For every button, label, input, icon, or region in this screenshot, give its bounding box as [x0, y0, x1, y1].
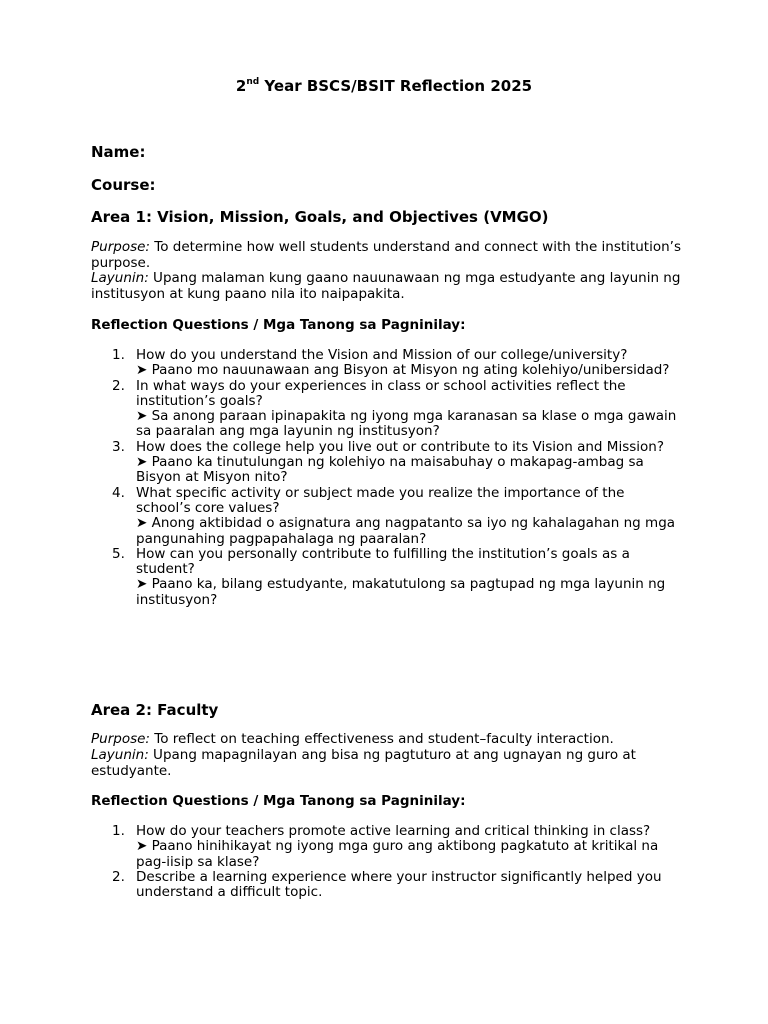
- question-english: Describe a learning experience where your instructor significantly helped you understand a difficult topic.: [136, 868, 662, 901]
- area-1-layunin: [91, 271, 691, 302]
- question-tagalog: ➤ Anong aktibidad o asignatura ang nagpatanto sa iyo ng kahalagahan ng mga pangunahing pagpapahalaga ng paaralan?: [136, 515, 676, 547]
- question-tagalog: ➤ Sa anong paraan ipinapakita ng iyong mga karanasan sa klase o mga gawain sa paaralan ang mga layunin ng institusyon?: [136, 408, 677, 440]
- question-tagalog: ➤ Paano ka tinutulungan ng kolehiyo na maisabuhay o makapag-ambag sa Bisyon at Misyon nito?: [136, 454, 644, 486]
- question-tagalog: ➤ Paano hinihikayat ng iyong mga guro ang aktibong pagkatuto at kritikal na pag-iisip sa klase?: [136, 838, 659, 870]
- question-number: 2.: [112, 377, 125, 394]
- area-1-questions-heading: Reflection Questions / Mga Tanong sa Pagninilay:: [91, 317, 466, 333]
- title-text: Year BSCS/BSIT Reflection 2025: [259, 77, 533, 95]
- document-title: [0, 77, 768, 95]
- purpose-label: Purpose:: [91, 239, 150, 255]
- layunin-label: Layunin:: [91, 747, 149, 763]
- question-english: How do your teachers promote active learning and critical thinking in class?: [136, 823, 651, 839]
- list-item: [91, 870, 691, 901]
- list-item: [91, 379, 691, 440]
- list-item: [91, 440, 691, 486]
- question-english: What specific activity or subject made you realize the importance of the school’s core values?: [136, 484, 625, 516]
- question-number: 1.: [112, 823, 125, 839]
- question-english: How can you personally contribute to fulfilling the institution’s goals as a student?: [136, 545, 630, 578]
- list-item: [91, 348, 691, 379]
- name-field-label: Name:: [91, 143, 146, 161]
- area-2-layunin: [91, 748, 691, 779]
- layunin-label: Layunin:: [91, 270, 149, 286]
- area-2-purpose: [91, 732, 691, 748]
- course-field-label: Course:: [91, 176, 156, 194]
- layunin-text: Upang malaman kung gaano nauunawaan ng mga estudyante ang layunin ng institusyon at kung paano nila ito naipapakita.: [91, 270, 681, 302]
- question-number: 4.: [112, 484, 125, 501]
- question-english: How do you understand the Vision and Mission of our college/university?: [136, 347, 628, 363]
- question-tagalog: ➤ Paano mo nauunawaan ang Bisyon at Misyon ng ating kolehiyo/unibersidad?: [136, 362, 670, 379]
- question-number: 1.: [112, 347, 125, 363]
- area-1-question-list: [91, 348, 691, 608]
- purpose-text: To determine how well students understand and connect with the institution’s purpose.: [91, 239, 681, 271]
- list-item: [91, 486, 691, 547]
- area-2-question-list: [91, 824, 691, 900]
- question-english: In what ways do your experiences in class or school activities reflect the institution’s goals?: [136, 377, 626, 409]
- title-ordinal: 2: [235, 77, 247, 95]
- area-2-questions-heading: Reflection Questions / Mga Tanong sa Pagninilay:: [91, 793, 466, 809]
- question-english: How does the college help you live out or contribute to its Vision and Mission?: [136, 438, 664, 455]
- area-1-purpose: [91, 240, 691, 271]
- question-number: 3.: [112, 438, 125, 455]
- question-number: 2.: [112, 868, 125, 885]
- question-tagalog: ➤ Paano ka, bilang estudyante, makatutulong sa pagtupad ng mga layunin ng institusyon?: [136, 576, 666, 608]
- purpose-text: To reflect on teaching effectiveness and student–faculty interaction.: [149, 731, 614, 747]
- list-item: [91, 824, 691, 870]
- title-ordinal-suffix: nd: [246, 77, 260, 87]
- area-2-title: Area 2: Faculty: [91, 701, 219, 719]
- layunin-text: Upang mapagnilayan ang bisa ng pagtuturo at ang ugnayan ng guro at estudyante.: [91, 747, 636, 779]
- question-number: 5.: [112, 545, 125, 562]
- area-1-title: Area 1: Vision, Mission, Goals, and Objectives (VMGO): [91, 208, 549, 226]
- list-item: [91, 547, 691, 608]
- purpose-label: Purpose:: [91, 731, 150, 747]
